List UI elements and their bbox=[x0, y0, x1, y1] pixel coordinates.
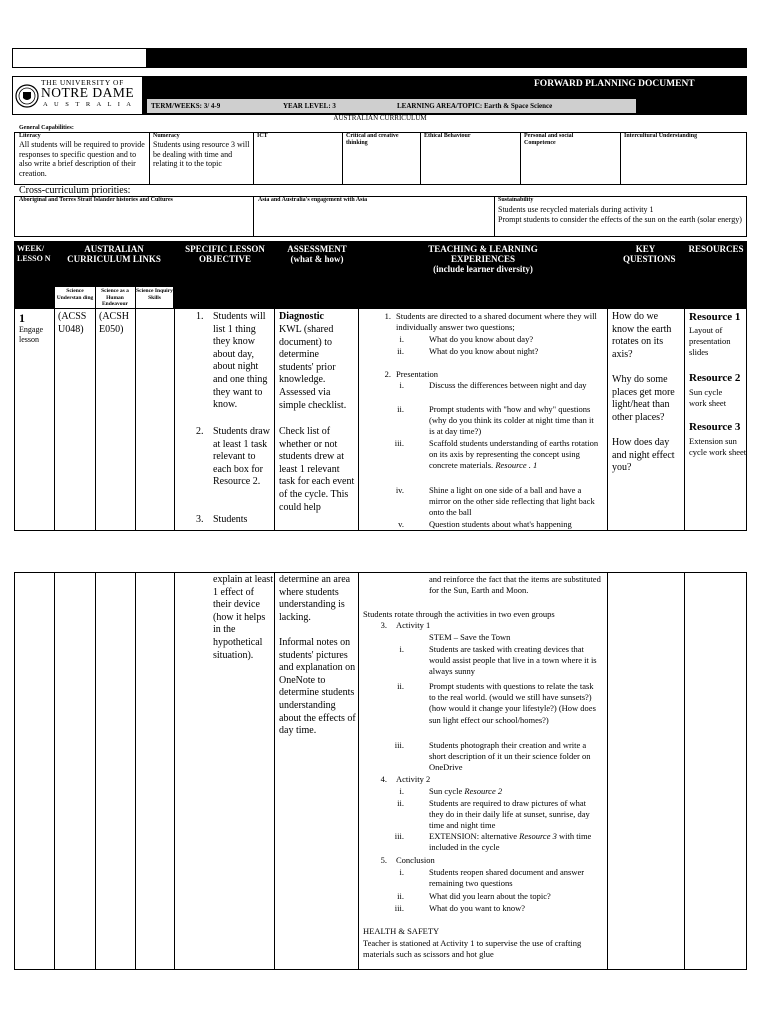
step-2-num: 2. bbox=[384, 369, 391, 379]
header-assessment bbox=[276, 241, 358, 264]
literacy-heading: Literacy bbox=[19, 133, 41, 139]
personal-heading: Personal and social Competence bbox=[524, 133, 574, 146]
term-bar-light bbox=[147, 99, 636, 113]
objective-1: Students will list 1 thing they know about day, about night and one thing they want to know. bbox=[213, 311, 268, 411]
step-3iii-num: iii. bbox=[394, 740, 404, 750]
subheader-understanding: Science Understan ding bbox=[56, 288, 94, 301]
curriculum-code-2: (ACSH E050) bbox=[99, 311, 130, 335]
step-5iii-text: What do you want to know? bbox=[429, 903, 526, 913]
lesson-name: Engage lesson bbox=[19, 325, 43, 344]
step-4iii-text bbox=[429, 831, 601, 853]
assessment-title: Diagnostic bbox=[279, 311, 324, 322]
assessment-text-1: KWL (shared document) to determine students' prior knowledge. Assessed via simple checklist. bbox=[279, 324, 347, 411]
header-key-questions: KEY QUESTIONS bbox=[608, 241, 683, 264]
resource-1-text: Layout of presentation slides bbox=[689, 325, 731, 357]
step-4iii-tail: with time included in the cycle bbox=[429, 831, 592, 853]
step-5-text: Conclusion bbox=[396, 855, 435, 865]
university-line-2: NOTRE DAME bbox=[41, 85, 135, 100]
curriculum-title: AUSTRALIAN CURRICULUM bbox=[333, 114, 427, 122]
aboriginal-heading: Aboriginal and Torres Strait Islander histories and Cultures bbox=[19, 197, 173, 203]
assessment-cont: determine an area where students understanding is lacking. Informal notes on students' pictures and explanation on OneNote to determine students understanding about the effects of day time. bbox=[279, 574, 356, 737]
header-resources: RESOURCES bbox=[685, 241, 747, 254]
ict-heading: ICT bbox=[257, 133, 268, 139]
resource-1-heading: Resource 1 bbox=[689, 311, 741, 323]
ethical-heading: Ethical Behaviour bbox=[424, 133, 471, 139]
step-2v-text: Question students about what's happening bbox=[429, 519, 572, 529]
numeracy-heading: Numeracy bbox=[153, 133, 180, 139]
step-2iii-text bbox=[429, 438, 601, 472]
step-3ii-num: ii. bbox=[397, 681, 404, 691]
resource-3-heading: Resource 3 bbox=[689, 421, 741, 433]
university-line-3: A U S T R A L I A bbox=[43, 101, 134, 108]
header-links: AUSTRALIAN CURRICULUM LINKS bbox=[55, 241, 173, 264]
health-safety-heading: HEALTH & SAFETY bbox=[363, 926, 440, 936]
subheader-human-endeavour: Science as a Human Endeavour bbox=[101, 288, 129, 307]
curriculum-code-1: (ACSS U048) bbox=[58, 311, 87, 335]
university-line-1: THE UNIVERSITY OF bbox=[41, 78, 124, 87]
step-5i-text: Students reopen shared document and answer remaining two questions bbox=[429, 867, 585, 889]
step-1ii-num: ii. bbox=[397, 346, 404, 356]
assessment-text-2: Check list of whether or not students drew at least 1 relevant task for each event of the cycle. This could help bbox=[279, 426, 355, 513]
numeracy-text: Students using resource 3 will be dealing with time and relating it to the topic bbox=[153, 140, 250, 168]
step-4-text: Activity 2 bbox=[396, 774, 431, 784]
step-4iii-resource: Resource 3 bbox=[519, 831, 557, 841]
step-3-subtitle: STEM – Save the Town bbox=[429, 632, 511, 642]
subheader-inquiry: Science Inquiry Skills bbox=[136, 288, 173, 301]
step-2v-num: v. bbox=[398, 519, 404, 529]
step-4iii-num: iii. bbox=[394, 831, 404, 841]
resource-3-text: Extension sun cycle work sheet bbox=[689, 436, 747, 457]
doc-title: FORWARD PLANNING DOCUMENT bbox=[534, 79, 695, 89]
step-2i-num: i. bbox=[399, 380, 404, 390]
header-assessment-1: ASSESSMENT bbox=[287, 244, 347, 254]
step-2iii-body: Scaffold students understanding of earths rotation on its axis by representing the concept using concrete materials. bbox=[429, 438, 599, 471]
step-3i-num: i. bbox=[399, 644, 404, 654]
header-teaching-2: (include learner diversity) bbox=[433, 264, 533, 274]
header-teaching bbox=[360, 241, 606, 274]
term-weeks: TERM/WEEKS: 3/ 4-9 bbox=[151, 102, 221, 110]
rotate-text: Students rotate through the activities in two even groups bbox=[363, 609, 555, 619]
intercultural-heading: Intercultural Understanding bbox=[624, 133, 698, 139]
step-2ii-text: Prompt students with "how and why" questions (why do you think its colder at night time than it is at day time?) bbox=[429, 404, 594, 437]
cross-label: Cross-curriculum priorities: bbox=[19, 185, 131, 196]
university-logo bbox=[13, 77, 141, 114]
step-4i-num: i. bbox=[399, 786, 404, 796]
step-3-text: Activity 1 bbox=[396, 620, 431, 630]
step-1i-num: i. bbox=[399, 334, 404, 344]
step-1ii-text: What do you know about night? bbox=[429, 346, 539, 356]
step-2iv-num: iv. bbox=[395, 485, 404, 495]
step-4i-body: Sun cycle bbox=[429, 786, 463, 796]
step-1-text: Students are directed to a shared document where they will individually answer two questions; bbox=[396, 311, 597, 333]
step-3-num: 3. bbox=[380, 620, 387, 630]
objective-3-cont: explain at least 1 effect of their device (how it helps in the hypothetical situation). bbox=[213, 574, 273, 661]
step-4i-text bbox=[429, 786, 601, 797]
asia-heading: Asia and Australia's engagement with Asia bbox=[258, 197, 368, 203]
crest-icon bbox=[15, 83, 39, 109]
step-1i-text: What do you know about day? bbox=[429, 334, 534, 344]
step-2iii-resource: Resource . 1 bbox=[495, 460, 538, 471]
lesson-number: 1 bbox=[19, 311, 25, 325]
step-4ii-text: Students are required to draw pictures of what they do in their daily life at sunset, sunrise, day time and night time bbox=[429, 798, 590, 831]
resource-2-heading: Resource 2 bbox=[689, 372, 741, 384]
teaching-cont: and reinforce the fact that the items are substituted for the Sun, Earth and Moon. bbox=[429, 574, 601, 596]
resource-2-text: Sun cycle work sheet bbox=[689, 387, 727, 408]
step-5iii-num: iii. bbox=[394, 903, 404, 913]
step-5ii-num: ii. bbox=[397, 891, 404, 901]
health-safety-text: Teacher is stationed at Activity 1 to supervise the use of crafting materials such as scissors and hot glue bbox=[363, 938, 582, 960]
step-5-num: 5. bbox=[380, 855, 387, 865]
step-5i-num: i. bbox=[399, 867, 404, 877]
step-3iii-text: Students photograph their creation and write a short description of it un their science folder on OneDrive bbox=[429, 740, 591, 773]
capabilities-label: General Capabilities: bbox=[19, 125, 74, 131]
sustainability-heading: Sustainability bbox=[498, 197, 534, 203]
step-4-num: 4. bbox=[380, 774, 387, 784]
step-3ii-text: Prompt students with questions to relate the task to the real world. (would we still have sunsets?) (how would it change your lifestyle?) (How does sun light effect our school/homes?) bbox=[429, 681, 596, 725]
objective-2: Students draw at least 1 task relevant to each box for Resource 2. bbox=[213, 426, 270, 488]
step-2ii-num: ii. bbox=[397, 404, 404, 414]
key-questions: How do we know the earth rotates on its axis? Why do some places get more light/heat than other places? How does day and night effect you? bbox=[612, 311, 675, 474]
step-5ii-text: What did you learn about the topic? bbox=[429, 891, 551, 901]
step-2i-text: Discuss the differences between night and day bbox=[429, 380, 587, 390]
step-4ii-num: ii. bbox=[397, 798, 404, 808]
top-bar-fill bbox=[146, 49, 746, 67]
step-4i-resource: Resource 2 bbox=[464, 786, 503, 796]
sustainability-text-1: Students use recycled materials during activity 1 bbox=[498, 205, 654, 214]
learning-area: LEARNING AREA/TOPIC: Earth & Space Science bbox=[397, 102, 553, 110]
sustainability-text-2: Prompt students to consider the effects of the sun on the earth (solar energy) bbox=[498, 215, 742, 224]
step-3i-text: Students are tasked with creating devices that would assist people that live in a town where it is always sunny bbox=[429, 644, 597, 677]
year-level: YEAR LEVEL: 3 bbox=[283, 102, 336, 110]
header-objective: SPECIFIC LESSON OBJECTIVE bbox=[176, 241, 274, 264]
literacy-text: All students will be required to provide responses to specific question and to also write a brief description of their creation. bbox=[19, 140, 145, 178]
header-week: WEEK/ LESSO N bbox=[14, 241, 53, 264]
objective-3: Students bbox=[213, 514, 248, 525]
header-assessment-2: (what & how) bbox=[290, 254, 344, 264]
continuation-table bbox=[14, 572, 747, 970]
critical-heading: Critical and creative thinking bbox=[346, 133, 399, 146]
step-1-num: 1. bbox=[384, 311, 391, 321]
step-4iii-body: EXTENSION: alternative bbox=[429, 831, 518, 841]
header-teaching-1: TEACHING & LEARNING EXPERIENCES bbox=[428, 244, 538, 264]
step-2iv-text: Shine a light on one side of a ball and have a mirror on the other side reflecting that light back onto the ball bbox=[429, 485, 595, 518]
step-2iii-num: iii. bbox=[394, 438, 404, 448]
step-2-text: Presentation bbox=[396, 369, 439, 379]
